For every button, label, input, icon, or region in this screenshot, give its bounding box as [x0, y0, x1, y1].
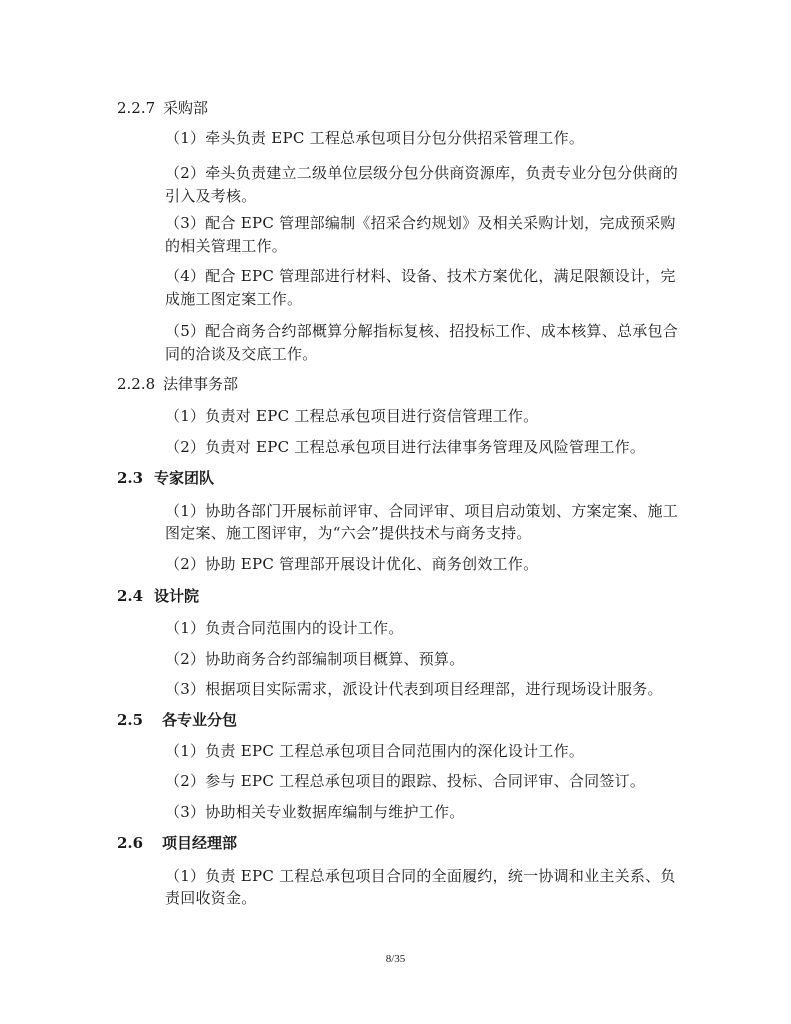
paragraph: （2）参与 EPC 工程总承包项目的跟踪、投标、合同评审、合同签订。: [165, 772, 646, 790]
paragraph: （3）根据项目实际需求，派设计代表到项目经理部，进行现场设计服务。: [165, 680, 663, 698]
paragraph-continuation: 成施工图定案工作。: [165, 290, 303, 308]
section-number: 2.6: [117, 834, 144, 852]
paragraph-continuation: 责回收资金。: [165, 889, 257, 907]
paragraph: （1）负责合同范围内的设计工作。: [165, 619, 404, 637]
section-number: 2.2.8: [117, 375, 156, 393]
paragraph-continuation: 的相关管理工作。: [165, 237, 288, 255]
section-title: 法律事务部: [163, 375, 239, 393]
section-heading-2-2-7: [117, 98, 208, 118]
paragraph-continuation: 引入及考核。: [165, 187, 257, 205]
section-number: 2.3: [117, 469, 144, 487]
section-heading-2-4: [117, 586, 199, 606]
paragraph: （3）协助相关专业数据库编制与维护工作。: [165, 803, 465, 821]
section-heading-2-3: [117, 468, 214, 488]
paragraph: （2）协助 EPC 管理部开展设计优化、商务创效工作。: [165, 555, 539, 573]
section-number: 2.4: [117, 587, 144, 605]
section-number: 2.5: [117, 711, 144, 729]
paragraph: （1）负责 EPC 工程总承包项目合同范围内的深化设计工作。: [165, 742, 585, 760]
paragraph-continuation: 图定案、施工图评审，为“六会”提供技术与商务支持。: [165, 524, 532, 542]
paragraph: （2）负责对 EPC 工程总承包项目进行法律事务管理及风险管理工作。: [165, 438, 646, 456]
section-title: 设计院: [154, 587, 200, 605]
paragraph: （1）负责对 EPC 工程总承包项目进行资信管理工作。: [165, 407, 539, 425]
section-heading-2-6: [117, 833, 237, 853]
section-heading-2-2-8: [117, 374, 238, 394]
paragraph: （2）牵头负责建立二级单位层级分包分供商资源库，负责专业分包分供商的: [165, 164, 679, 182]
paragraph: （1）牵头负责 EPC 工程总承包项目分包分供招采管理工作。: [165, 129, 585, 147]
page-number: 8/35: [385, 953, 406, 965]
paragraph-continuation: 同的洽谈及交底工作。: [165, 345, 318, 363]
section-title: 项目经理部: [162, 834, 238, 852]
paragraph: （2）协助商务合约部编制项目概算、预算。: [165, 650, 465, 668]
paragraph: （5）配合商务合约部概算分解指标复核、招投标工作、成本核算、总承包合: [165, 322, 679, 340]
paragraph: （4）配合 EPC 管理部进行材料、设备、技术方案优化，满足限额设计，完: [165, 267, 676, 285]
section-title: 专家团队: [154, 469, 215, 487]
paragraph: （1）负责 EPC 工程总承包项目合同的全面履约，统一协调和业主关系、负: [165, 867, 676, 885]
section-heading-2-5: [117, 710, 237, 730]
section-number: 2.2.7: [117, 99, 156, 117]
paragraph: （3）配合 EPC 管理部编制《招采合约规划》及相关采购计划，完成预采购: [165, 214, 676, 232]
section-title: 各专业分包: [162, 711, 238, 729]
section-title: 采购部: [163, 99, 209, 117]
paragraph: （1）协助各部门开展标前评审、合同评审、项目启动策划、方案定案、施工: [165, 502, 679, 520]
